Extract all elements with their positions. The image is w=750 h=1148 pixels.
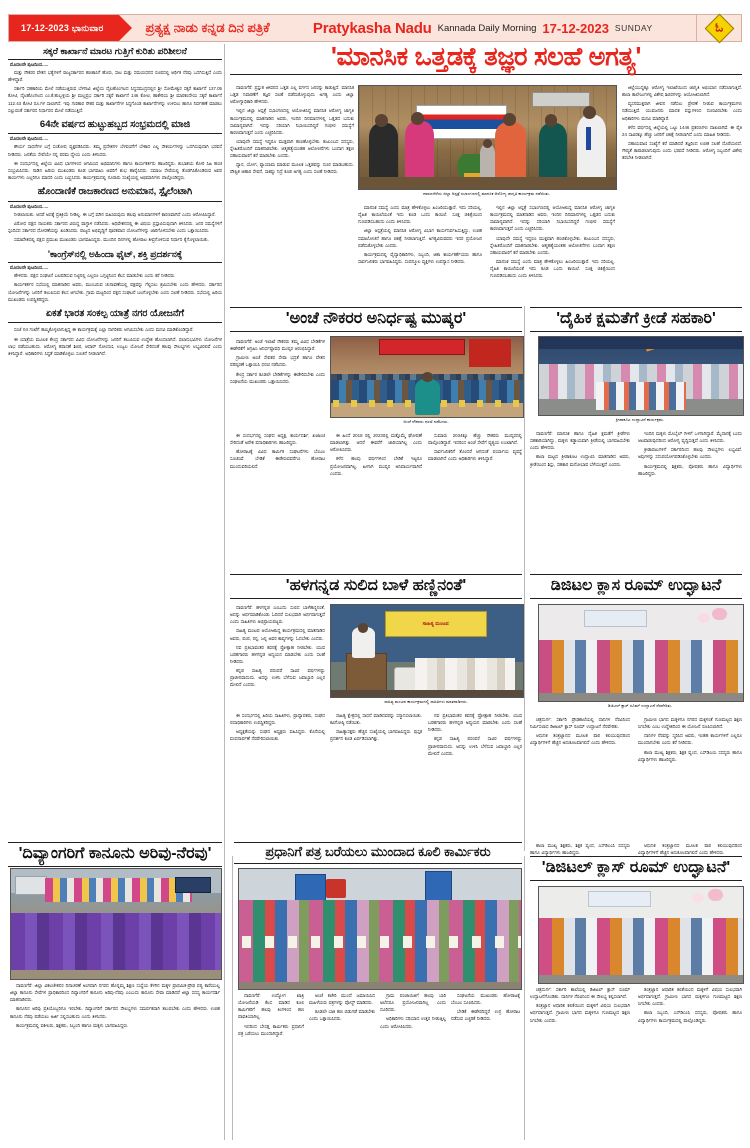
left-story-1-contd: ಮೊದಲನೇ ಪುಟದಿಂದ..... <box>10 62 49 68</box>
paragraph: ಶಾಲಾ ಮುಖ್ಯ ಶಿಕ್ಷಕರು, ಶಿಕ್ಷಕ ವೃಂದ, ಎಸ್‌ಡಿಎಂಸಿ ಸದಸ್ಯರು ಹಾಗೂ ವಿದ್ಯಾರ್ಥಿಗಳು ಹಾಜರಿದ್ದರು. <box>638 749 742 762</box>
row3-right-photo <box>538 604 744 702</box>
paragraph: ಸಮಾವೇಶದಲ್ಲಿ ಪಕ್ಷದ ಪ್ರಮುಖ ಮುಖಂಡರು ಭಾಗವಹಿಸಿದ್ದರು. ಮುಂದಿನ ದಿನಗಳಲ್ಲಿ ಹೋರಾಟ ತೀವ್ರಗೊಳಿಸುವ ನಿರ್ಧಾರ ಕೈಗೊಳ್ಳಲಾಯಿತು. <box>14 237 209 243</box>
row3-left-col2 <box>330 712 422 745</box>
left-story-3-headline: ಹೊಂದಾಣಿಕೆ ರಾಜಕಾರಣದ ಅನುಮಾನ, ಸ್ಪೈಲೆಂಟಾಗಿ <box>8 185 222 202</box>
page-content <box>8 44 742 1140</box>
left-story-2-headline: 64ನೇ ವರ್ಷದ ಹುಟ್ಟುಹಬ್ಬದ ಸಂಭ್ರಮದಲ್ಲಿ ಮಾಜಿ <box>8 118 222 135</box>
photo-ground <box>11 970 221 979</box>
photo-person-head <box>503 113 516 126</box>
paragraph: ಗ್ರಾಮೀಣ ಭಾಗದ ಮಕ್ಕಳಿಗೂ ನಗರದ ಮಕ್ಕಳಂತೆ ಗುಣಮಟ್ಟದ ಶಿಕ್ಷಣ ಸಿಗಬೇಕು ಎಂಬ ಉದ್ದೇಶದಿಂದ ಈ ಯೋಜನೆ ರೂಪಿಸಲಾಗಿದೆ. <box>638 717 742 730</box>
left-story-1-body <box>8 69 222 114</box>
paragraph: ಚಿತ್ರದುರ್ಗ: ಸರ್ಕಾರಿ ಶಾಲೆಯಲ್ಲಿ ಡಿಜಿಟಲ್ ಕ್ಲಾಸ್ ರೂಮ್ ಉದ್ಘಾಟನೆಗೊಂಡಿತು. ದಾನಿಗಳ ನೆರವಿನಿಂದ ಈ ಸೌಲಭ್ಯ ಕಲ್ಪಿಸಲಾಗಿದೆ. <box>530 987 630 1000</box>
paragraph: ಜಿಲ್ಲೆಯುದ್ದಕ್ಕೂ ಆರೋಗ್ಯ ಇಲಾಖೆಯಿಂದ ಜಾಗೃತಿ ಅಭಿಯಾನ ನಡೆಸಲಾಗುತ್ತಿದೆ. ಶಾಲಾ ಕಾಲೇಜುಗಳಲ್ಲಿ ವಿಶೇಷ ಶಿಬಿರಗಳನ್ನು ಆಯೋಜಿಸಲಾಗಿದೆ. <box>622 85 742 98</box>
left-story-3-body <box>8 211 222 244</box>
main-photo-caption: ದಾವಣಗೆರೆಯ ಜಿಲ್ಲಾ ಆಸ್ಪತ್ರೆ ಸಭಾಂಗಣದಲ್ಲಿ ಮಾನಸಿಕ ಆರೋಗ್ಯ ಜಾಗೃತಿ ಕಾರ್ಯಕ್ರಮ ನಡೆಯಿತು. <box>423 191 550 196</box>
column-rule-4 <box>232 856 233 1140</box>
protest-flag <box>469 339 511 366</box>
row3-right-col1 <box>530 716 630 749</box>
row4-left-body <box>10 982 220 1031</box>
row4-center-col4 <box>451 992 520 1025</box>
row4-right-headline: 'ಡಿಜಿಟಲ್ ಕ್ಲಾಸ್ ರೂಮ್ ಉದ್ಘಾಟನೆ' <box>530 856 742 881</box>
masthead-tagline: Kannada Daily Morning <box>437 22 537 34</box>
paragraph: ಇಲ್ಲಿನ ಜಿಲ್ಲಾ ಆಸ್ಪತ್ರೆ ಸಭಾಂಗಣದಲ್ಲಿ ಆಯೋಜಿಸಿದ್ದ ಮಾನಸಿಕ ಆರೋಗ್ಯ ಜಾಗೃತಿ ಕಾರ್ಯಕ್ರಮದಲ್ಲಿ ಮಾತನಾಡಿದ ಅವರು, ಇಂದಿನ ದಿನಮಾನಗಳಲ್ಲಿ ಒತ್ತಡದ ಬದುಕು ಸಾಮಾನ್ಯವಾಗಿದೆ. ಇದನ್ನು ಸರಿಯಾಗಿ ನಿಭಾಯಿಸದಿದ್ದರೆ ಗಂಭೀರ ಸಮಸ್ಯೆಗೆ ಕಾರಣವಾಗುತ್ತದೆ ಎಂದು ಎಚ್ಚರಿಸಿದರು. <box>230 108 354 135</box>
paragraph: ಅಂಚೆ ಕಚೇರಿ ಮುಂದೆ ಜಮಾಯಿಸಿದ ಮಹಿಳೆಯರು ಪತ್ರಗಳನ್ನು ಪೋಸ್ಟ್ ಮಾಡಿದರು. <box>309 993 375 1006</box>
left-story-4-headline: 'ಕಾಂಗ್ರೆಸ್‌ನಲ್ಲಿ ಅಹಿಂದಾ ಫೈಟ್, ಶಕ್ತಿ ಪ್ರದರ್ಶನಕ್ಕೆ <box>8 247 222 263</box>
photo-person-head <box>411 112 424 125</box>
paragraph: ಆಧುನಿಕ ತಂತ್ರಜ್ಞಾನದ ಮೂಲಕ ಪಾಠ ಕಲಿಯುವುದರಿಂದ ವಿದ್ಯಾರ್ಥಿಗಳಿಗೆ ಹೆಚ್ಚಿನ ಅನುಕೂಲವಾಗಲಿದೆ ಎಂದು ಹೇಳಿದರು. <box>638 843 742 856</box>
left-story-2-contd: ಮೊದಲನೇ ಪುಟದಿಂದ..... <box>10 136 49 142</box>
paragraph: ದಾವಣಗೆರೆ: ಪ್ರಸ್ತುತ ಜೀವನದ ಒತ್ತಡ ಎಲ್ಲ ವರ್ಗದ ಜನರನ್ನು ಕಾಡುತ್ತಿದೆ. ಮಾನಸಿಕ ಒತ್ತಡ ನಿವಾರಣೆಗೆ ತಜ್ಞರ ಸಲಹೆ ಪಡೆದುಕೊಳ್ಳುವುದು ಅಗತ್ಯ ಎಂದು ಜಿಲ್ಲಾ ಆರೋಗ್ಯಾಧಿಕಾರಿ ಹೇಳಿದರು. <box>230 85 354 105</box>
left-column <box>8 44 222 359</box>
paragraph: ಸಂಜೆ 04 ಗಂಟೆಗೆ ಹಮ್ಮಿಕೊಳ್ಳಲಾಗುತ್ತಿದ್ದ ಈ ಕಾರ್ಯಕ್ರಮಕ್ಕೆ ಎಲ್ಲಾ ನಾಗರಿಕರು ಆಗಮಿಸಬೇಕು ಎಂದು ಮನವಿ ಮಾಡಿಕೊಂಡಿದ್ದಾರೆ. <box>14 327 194 333</box>
masthead-logo <box>696 15 741 41</box>
paragraph: ನೀಡಲಾಯಿತು. ಆದರೆ ಅದಕ್ಕೆ ಪ್ರತಿಕ್ರಿಯೆ ನೀಡಿಲ್ಲ. ಈ ಬಗ್ಗೆ ಮೌನ ವಹಿಸಿರುವುದು ಹಲವು ಅನುಮಾನಗಳಿಗೆ ಕಾರಣವಾಗಿದೆ ಎಂದು ಆರೋಪಿಸಿದ್ದಾರೆ. <box>14 211 216 217</box>
center-top-col-2 <box>358 204 482 267</box>
attendees-row <box>539 640 743 696</box>
row3-left-col3 <box>428 712 522 759</box>
row4-right-col2 <box>638 986 742 1026</box>
paragraph: ಶಾಲಾ ಮಟ್ಟದ ಕ್ರೀಡಾಕೂಟ ಉದ್ಘಾಟಿಸಿ ಮಾತನಾಡಿದ ಅವರು, ಕ್ರೀಡೆಯಿಂದ ಶಿಸ್ತು, ಸಹಕಾರ ಮನೋಭಾವ ಬೆಳೆಯುತ್ತದೆ ಎಂದರು. <box>530 454 630 467</box>
paragraph: ಇಂದಿನ ಮಕ್ಕಳು ಮೊಬೈಲ್ ಗೀಳಿಗೆ ಒಳಗಾಗಿದ್ದಾರೆ. ಮೈದಾನಕ್ಕೆ ಬಂದು ಆಟವಾಡುವುದರಿಂದ ಆರೋಗ್ಯ ವೃದ್ಧಿಸುತ್ತದೆ ಎಂದು ತಿಳಿಸಿದರು. <box>638 431 742 444</box>
projector-screen <box>588 891 651 907</box>
paragraph: ಕನ್ನಡ ಸಾಹಿತ್ಯ ಪರಂಪರೆ ಸಾವಿರ ವರ್ಷಗಳಷ್ಟು ಪ್ರಾಚೀನವಾದುದು. ಅದನ್ನು ಉಳಿಸಿ ಬೆಳೆಸುವ ಜವಾಬ್ದಾರಿ ಎಲ್ಲರ ಮೇಲಿದೆ ಎಂದರು. <box>428 736 522 756</box>
paragraph: ಕಳೆದ ಹಲವು ವರ್ಷಗಳಿಂದ ಬೇಡಿಕೆ ಇಟ್ಟರೂ ಪ್ರಯೋಜನವಾಗಿಲ್ಲ. ಹೀಗಾಗಿ ಮುಷ್ಕರ ಅನಿವಾರ್ಯವಾಗಿದೆ ಎಂದರು. <box>330 456 422 476</box>
row2-left-photo <box>330 336 524 418</box>
paragraph: ಬೇಡಿಕೆ ಈಡೇರದಿದ್ದರೆ ಉಗ್ರ ಹೋರಾಟ ನಡೆಸುವ ಎಚ್ಚರಿಕೆ ನೀಡಿದರು. <box>451 1009 520 1022</box>
photo-ac-unit <box>532 92 591 106</box>
masthead-date: 17-12-2023 <box>542 20 609 36</box>
paragraph: ವಿರೋಧ ಪಕ್ಷದ ನಾಯಕರು ಸರ್ಕಾರದ ವಿರುದ್ಧ ವಾಗ್ದಾಳಿ ನಡೆಸಿದರು. ಅಧಿವೇಶನದಲ್ಲಿ ಈ ವಿಷಯ ಪ್ರಸ್ತಾಪಿಸುವುದಾಗಿ ತಿಳಿಸಿದರು. ಜನರ ಸಮಸ್ಯೆಗಳಿಗೆ ಸ್ಪಂದಿಸದ ಸರ್ಕಾರದ ಧೋರಣೆಯನ್ನು ಖಂಡಿಸಿದರು. ರಾಜ್ಯದ ಅಭಿವೃದ್ಧಿಗೆ ಪೂರಕವಾದ ಯೋಜನೆಗಳನ್ನು ಜಾರಿಗೊಳಿಸಬೇಕು ಎಂದು ಒತ್ತಾಯಿಸಿದರು. <box>8 220 222 233</box>
row4-center-photo <box>238 868 522 990</box>
photo-person-head <box>483 139 493 148</box>
row3-right-headline: ಡಿಜಿಟಲ ಕ್ಲಾಸ ರೂಮ್ ಉದ್ಘಾಟನೆ <box>530 574 742 599</box>
paragraph: ಕಾರ್ಯಕ್ರಮದಲ್ಲಿ ಶಿಕ್ಷಕರು, ಪೋಷಕರು ಹಾಗೂ ವಿದ್ಯಾರ್ಥಿಗಳು ಹಾಜರಿದ್ದರು. <box>638 463 742 476</box>
masthead <box>8 14 742 42</box>
paragraph: ನವ ಪ್ರತಿಭಾವಂತರ ಕವನಕ್ಕೆ ಪ್ರೋತ್ಸಾಹ ನೀಡಬೇಕು. ಯುವ ಬರಹಗಾರರು ಹಳಗನ್ನಡ ಅಧ್ಯಯನ ಮಾಡಬೇಕು ಎಂದು ಸಲಹೆ ನೀಡಿದರು. <box>428 713 522 733</box>
paragraph: ಈ ಹಿಂದೆ 2018 ರಲ್ಲಿ 2023ರಲ್ಲಿ ಮತ್ತೊಮ್ಮೆ ಘೋಷಣೆ ಮಾಡಲಾಗಿತ್ತು. ಆದರೆ ಈವರೆಗೆ ಜಾರಿಯಾಗಿಲ್ಲ ಎಂದು ಆರೋಪಿಸಿದರು. <box>330 433 422 453</box>
photo-person-head <box>422 372 433 382</box>
paragraph: ದಾವಣಗೆರೆ: ಜಿಲ್ಲಾ ವಿಕಲಚೇತನರ ದಿನಾಚರಣೆ ಅಂಗವಾಗಿ ನಗರದ ಹೊನ್ನಮ್ಮ ಶಿಕ್ಷಣ ಸಂಸ್ಥೆಯ ಕೆಳಗಿನ ಮಕ್ಕಳ ಪ್ರಾಥಮಿಕ-ಪ್ರೌಢ ಪಠ್ಯ ಕಾರೆಯುಲ್ಲ ಜಿಲ್ಲಾ ಕಾನೂನು ಸೇವೆಗಳ ಪ್ರಾಧಿಕಾರದಿಂದ ದಿವ್ಯಾಂಗರಿಗೆ ಕಾನೂನು ಅರಿವು-ನೆರವು ಎಂಬುದು ಕಾನೂನು ಸೇವಾ ಮಾಡಿದರೆ ಜಿಲ್ಲಾ ಸದಸ್ಯ ಕಾರ್ಯದರ್ಶಿ ಮಾತನಾಡಿದರು. <box>10 983 220 1003</box>
column-rule-2 <box>524 306 525 851</box>
row2-left-col3 <box>428 432 522 465</box>
row2-right-photo <box>538 336 744 416</box>
projector-screen <box>584 610 647 627</box>
row4-right-col1 <box>530 986 630 1026</box>
paragraph: ಸಂಘಟನೆಯ ಮುಖಂಡರು ಹೋರಾಟಕ್ಕೆ ಬೆಂಬಲ ಸೂಚಿಸಿದರು. <box>451 993 520 1006</box>
main-photo <box>358 85 617 190</box>
main-headline: 'ಮಾನಸಿಕ ಒತ್ತಡಕ್ಕೆ ತಜ್ಞರ ಸಲಹೆ ಅಗತ್ಯ' <box>230 44 742 75</box>
paragraph: ತಂತ್ರಜ್ಞಾನ ಆಧಾರಿತ ಕಲಿಕೆಯಿಂದ ಮಕ್ಕಳಿಗೆ ವಿಷಯ ಸುಲಭವಾಗಿ ಅರ್ಥವಾಗುತ್ತದೆ. ಗ್ರಾಮೀಣ ಭಾಗದ ಮಕ್ಕಳಿಗೂ ಗುಣಮಟ್ಟದ ಶಿಕ್ಷಣ ಸಿಗಬೇಕು ಎಂದರು. <box>530 1003 630 1023</box>
seated-children-purple <box>11 913 221 975</box>
row4-center-headline: ಪ್ರಧಾನಿಗೆ ಪತ್ರ ಬರೆಯಲು ಮುಂದಾದ ಕೂಲಿ ಕಾರ್ಮಿಕರು <box>234 842 522 864</box>
row2-left-photo-caption: ಅಂಚೆ ನೌಕರರು ಧರಣಿ ನಡೆಸಿದರು. <box>403 419 449 424</box>
row4-right-pretext-2 <box>638 842 742 858</box>
left-story-4-body <box>8 272 222 303</box>
parked-vehicle <box>15 876 46 896</box>
row2-left-headline: 'ಅಂಚೆ ನೌಕರರ ಅನಿರ್ಧಷ್ಟ ಮುಷ್ಕರ' <box>230 307 522 332</box>
paragraph: ದಾವಣಗೆರೆ: ಮಾನಸಿಕ ಹಾಗೂ ದೈಹಿಕ ಕ್ಷಮತೆಗೆ ಕ್ರೀಡೆಗಳು ಸಹಕಾರಿಯಾಗಿದ್ದು, ಮಕ್ಕಳು ಕಡ್ಡಾಯವಾಗಿ ಕ್ರೀಡೆಯಲ್ಲಿ ಭಾಗವಹಿಸಬೇಕು ಎಂದು ಹೇಳಿದರು. <box>530 431 630 451</box>
row2-right-photo-caption: ಕ್ರೀಡಾಕೂಟ ಉದ್ಘಾಟನೆ ಕಾರ್ಯಕ್ರಮ. <box>615 417 665 422</box>
paragraph: ಚಿತ್ರದುರ್ಗ: ಸರ್ಕಾರಿ ಪ್ರೌಢಶಾಲೆಯಲ್ಲಿ ದಾನಿಗಳ ನೆರವಿನಿಂದ ನಿರ್ಮಿಸಲಾದ ಡಿಜಿಟಲ್ ಕ್ಲಾಸ್ ರೂಮ್ ಉದ್ಘಾಟನೆ ನೆರವೇರಿತು. <box>530 717 630 730</box>
paragraph: ಮಾನಸಿಕ ಸಮಸ್ಯೆ ಎಂದು ಮಾತ್ರ ಹೇಳಿಕೊಳ್ಳಲು ಹಿಂಜರಿಯುತ್ತಾರೆ. ಇದು ಸರಿಯಲ್ಲ. ದೈಹಿಕ ಕಾಯಿಲೆಯಂತೆ ಇದು ಕೂಡ ಒಂದು ಕಾಯಿಲೆ. ಸೂಕ್ತ ಚಿಕಿತ್ಸೆಯಿಂದ ಗುಣಪಡಿಸಬಹುದು ಎಂದು ತಿಳಿಸಿದರು. <box>490 258 615 279</box>
center-top-col-1 <box>230 84 354 178</box>
paragraph: ಯಾವುದೇ ಸಮಸ್ಯೆ ಇದ್ದರೂ ಮುಕ್ತವಾಗಿ ಹಂಚಿಕೊಳ್ಳಬೇಕು. ಕುಟುಂಬದ ಸದಸ್ಯರು, ಸ್ನೇಹಿತರೊಂದಿಗೆ ಮಾತನಾಡಬೇಕು. ಆತ್ಮಹತ್ಯೆಯಂತಹ ಆಲೋಚನೆಗಳು ಬಂದಾಗ ತಕ್ಷಣ ಸಹಾಯವಾಣಿಗೆ ಕರೆ ಮಾಡಬೇಕು ಎಂದರು. <box>230 138 354 159</box>
photo-floor <box>539 693 743 701</box>
photo-person <box>415 379 440 416</box>
paragraph: ದಾನಿಗಳ ನೆರವನ್ನು ಸ್ಮರಿಸಿದ ಅವರು, ಇಂತಹ ಕಾರ್ಯಗಳಿಗೆ ಎಲ್ಲರೂ ಮುಂದಾಗಬೇಕು ಎಂದು ಕರೆ ನೀಡಿದರು. <box>638 733 742 746</box>
paragraph: ಶೌರ್ಯ ಸಾಧನೆಗಳ ಬಗ್ಗೆ ಸಂತೋಷ ವ್ಯಕ್ತಪಡಿಸಿದರು. ತಮ್ಮ ಪ್ರದೇಶಗಳ ಬೆಳವಣಿಗೆಗೆ ಬೇಕಾದ ಎಲ್ಲ ಸೌಕರ್ಯಗಳನ್ನು ಒದಗಿಸುವುದಾಗಿ ಭರವಸೆ ನೀಡಿದರು. ಜನತೆಯ ಸೇವೆಯೇ ನನ್ನ ಪರಮ ಧ್ಯೇಯ ಎಂದು ತಿಳಿಸಿದರು. <box>8 144 222 157</box>
om-glyph: ಓ <box>714 20 724 35</box>
row3-left-photo <box>330 604 524 698</box>
paragraph: ಈ ಯಾತ್ರೆಯ ಮೂಲಕ ಕೇಂದ್ರ ಸರ್ಕಾರದ ವಿವಿಧ ಯೋಜನೆಗಳನ್ನು ಜನರಿಗೆ ತಲುಪಿಸುವ ಉದ್ದೇಶ ಹೊಂದಲಾಗಿದೆ. ಫಲಾನುಭವಿಗಳು ಯೋಜನೆಗಳ ಲಾಭ ಪಡೆಯಬಹುದು. ಆರೋಗ್ಯ ತಪಾಸಣೆ ಶಿಬಿರ, ಆಧಾರ್ ನೋಂದಣಿ, ಉಜ್ವಲ ಯೋಜನೆ ಸೇರಿದಂತೆ ಹಲವು ಸೌಲಭ್ಯಗಳು ಲಭ್ಯವಿರಲಿವೆ ಎಂದು ತಿಳಿಸಿದ್ದಾರೆ. ಅಧಿಕಾರಿಗಳು ಸಿದ್ಧತೆ ಮಾಡಿಕೊಳ್ಳಲು ಸೂಚನೆ ನೀಡಲಾಗಿದೆ. <box>8 336 222 356</box>
paragraph: ಮಾನಸಿಕ ಸಮಸ್ಯೆ ಎಂದು ಮಾತ್ರ ಹೇಳಿಕೊಳ್ಳಲು ಹಿಂಜರಿಯುತ್ತಾರೆ. ಇದು ಸರಿಯಲ್ಲ. ದೈಹಿಕ ಕಾಯಿಲೆಯಂತೆ ಇದು ಕೂಡ ಒಂದು ಕಾಯಿಲೆ. ಸೂಕ್ತ ಚಿಕಿತ್ಸೆಯಿಂದ ಗುಣಪಡಿಸಬಹುದು ಎಂದು ತಿಳಿಸಿದರು. <box>358 205 482 225</box>
left-story-5-body <box>8 326 222 357</box>
left-story-4-contd: ಮೊದಲನೇ ಪುಟದಿಂದ..... <box>10 265 49 271</box>
paragraph: ಕೂಡಲೇ ಬಾಕಿ ಹಣ ಬಿಡುಗಡೆ ಮಾಡಬೇಕು ಎಂದು ಒತ್ತಾಯಿಸಿದರು. <box>309 1009 375 1022</box>
photo-person-head <box>583 106 596 119</box>
balloon-icon <box>712 608 726 620</box>
left-story-3-contd: ಮೊದಲನೇ ಪುಟದಿಂದ..... <box>10 203 49 209</box>
paragraph: ಜಿಲ್ಲಾ ಆಸ್ಪತ್ರೆಯಲ್ಲಿ ಮಾನಸಿಕ ಆರೋಗ್ಯ ವಿಭಾಗ ಕಾರ್ಯನಿರ್ವಹಿಸುತ್ತಿದ್ದು, ಉಚಿತ ಸಮಾಲೋಚನೆ ಹಾಗೂ ಚಿಕಿತ್ಸೆ ನೀಡಲಾಗುತ್ತಿದೆ. ಅಗತ್ಯವಿರುವವರು ಇದರ ಪ್ರಯೋಜನ ಪಡೆದುಕೊಳ್ಳಬೇಕು ಎಂದರು. <box>358 228 482 248</box>
photo-speaker-head <box>358 623 369 633</box>
row4-left-photo <box>10 868 222 980</box>
row3-left-headline: 'ಹಳಗನ್ನಡ ಸುಲಿದ ಬಾಳೆ ಹಣ್ಣಿನಂತೆ' <box>230 574 522 599</box>
om-logo-icon <box>704 13 734 43</box>
paragraph: ಗ್ರಾಮೀಣ ಅಂಚೆ ಸೇವಕರ ಸೇವಾ ಭದ್ರತೆ ಹಾಗೂ ವೇತನ ಪರಿಷ್ಕರಣೆ ಒತ್ತಾಯಿಸಿ ಧರಣಿ ನಡೆಸಿದರು. <box>230 355 325 368</box>
row2-right-col1 <box>530 430 630 470</box>
row4-right-photo <box>538 886 744 984</box>
masthead-day: SUNDAY <box>614 23 653 33</box>
paragraph: ದಾವಣಗೆರೆ: ಹಳಗನ್ನಡ ಎಂಬುದು ಸುಲಿದ ಬಾಳೆಹಣ್ಣಿನಂತೆ. ಅದನ್ನು ಅರ್ಥಮಾಡಿಕೊಂಡು ಓದಿದರೆ ಸುಲಭವಾಗಿ ಅರ್ಥವಾಗುತ್ತದೆ ಎಂದು ಸಾಹಿತಿಗಳು ಅಭಿಪ್ರಾಯಪಟ್ಟರು. <box>230 605 325 625</box>
paragraph: ಕಾರ್ಯಕರ್ತರ ಸಭೆಯಲ್ಲಿ ಮಾತನಾಡಿದ ಅವರು, ಮುಂಬರುವ ಚುನಾವಣೆಯಲ್ಲಿ ಪಕ್ಷವನ್ನು ಗೆಲ್ಲಿಸಲು ಶ್ರಮಿಸಬೇಕು ಎಂದು ಹೇಳಿದರು. ಸರ್ಕಾರದ ಯೋಜನೆಗಳನ್ನು ಜನರಿಗೆ ತಲುಪಿಸುವ ಕೆಲಸ ಆಗಬೇಕು. ಗ್ರಾಮ ಮಟ್ಟದಿಂದ ಪಕ್ಷದ ಸಂಘಟನೆ ಬಲಗೊಳ್ಳಬೇಕು ಎಂದು ಸಲಹೆ ನೀಡಿದರು. ಸಭೆಯಲ್ಲಿ ಹಿರಿಯ ಮುಖಂಡರು ಉಪಸ್ಥಿತರಿದ್ದರು. <box>8 282 222 302</box>
post-box-icon <box>326 879 346 898</box>
children-row <box>596 382 686 410</box>
paragraph: ಗ್ರಾಮ ಪಂಚಾಯಿತಿಗೆ ಹಲವು ಬಾರಿ ಅಲೆದರೂ ಪ್ರಯೋಜನವಾಗಿಲ್ಲ ಎಂದು ದೂರಿದರು. <box>380 993 446 1013</box>
paragraph: ಹೇಳಿದರು. ಪಕ್ಷದ ಸಂಘಟನೆ ಬಲಪಡಿಸುವ ನಿಟ್ಟಿನಲ್ಲಿ ಎಲ್ಲರೂ ಒಗ್ಗಟ್ಟಿನಿಂದ ಕೆಲಸ ಮಾಡಬೇಕು ಎಂದು ಕರೆ ನೀಡಿದರು. <box>14 273 176 279</box>
paragraph: ಕೇಂದ್ರ ಸರ್ಕಾರ ಕೂಡಲೇ ಬೇಡಿಕೆಗಳನ್ನು ಈಡೇರಿಸಬೇಕು ಎಂದು ಸಂಘಟನೆಯ ಮುಖಂಡರು ಒತ್ತಾಯಿಸಿದರು. <box>230 371 325 384</box>
left-story-2-body <box>8 143 222 181</box>
paragraph: ಕನ್ನಡ ಸಾಹಿತ್ಯ ಪರಂಪರೆ ಸಾವಿರ ವರ್ಷಗಳಷ್ಟು ಪ್ರಾಚೀನವಾದುದು. ಅದನ್ನು ಉಳಿಸಿ ಬೆಳೆಸುವ ಜವಾಬ್ದಾರಿ ಎಲ್ಲರ ಮೇಲಿದೆ ಎಂದರು. <box>230 668 325 688</box>
row2-right-headline: 'ದೈಹಿಕ ಕ್ಷಮತೆಗೆ ಕ್ರೀಡೆ ಸಹಕಾರಿ' <box>530 307 742 332</box>
event-banner <box>175 877 211 893</box>
paragraph: ಮತ್ತು ನೌಕರರ ವೇತನ ಭತ್ಯೆಗಳಿಗೆ ರಾಜ್ಯಸರ್ಕಾರದ ಹಣಕಾಸಿಗೆ ಹೊರು, ಸಾಲ ಮತ್ತು ಸಮಯಧನದ ರೂಪದಲ್ಲಿ ಆರ್ಥಿಕ ನೆರವು ಒದಗಿಸುತ್ತಿದೆ ಎಂದು ಹೇಳಿದ್ದಾರೆ. <box>8 70 222 83</box>
row4-left-headline: 'ದಿವ್ಯಾಂಗರಿಗೆ ಕಾನೂನು ಅರಿವು-ನೆರವು' <box>8 842 222 867</box>
paragraph: ಇದರಿಂದ ಬೇಸತ್ತ ಕಾರ್ಮಿಕರು ಪ್ರಧಾನಿಗೆ ಪತ್ರ ಬರೆಯಲು ಮುಂದಾಗಿದ್ದಾರೆ. <box>238 1023 304 1036</box>
balloon-icon <box>708 889 722 901</box>
paragraph: ದಾವಣಗೆರೆ: ಉದ್ಯೋಗ ಖಾತ್ರಿ ಯೋಜನೆಯಡಿ ಕೆಲಸ ಮಾಡಿದ ಕೂಲಿ ಕಾರ್ಮಿಕರಿಗೆ ಹಲವು ತಿಂಗಳಿಂದ ಹಣ ಪಾವತಿಯಾಗಿಲ್ಲ. <box>238 993 304 1020</box>
paragraph: ಕಾರ್ಯಕ್ರಮದಲ್ಲಿ ವೈದ್ಯಾಧಿಕಾರಿಗಳು, ಸಿಬ್ಬಂದಿ, ಆಶಾ ಕಾರ್ಯಕರ್ತೆಯರು ಹಾಗೂ ಸಾರ್ವಜನಿಕರು ಭಾಗವಹಿಸಿದ್ದರು. ಸಂಪನ್ಮೂಲ ವ್ಯಕ್ತಿಗಳು ಉಪನ್ಯಾಸ ನೀಡಿದರು. <box>358 251 482 264</box>
paragraph: ಈ ಸಂದರ್ಭದಲ್ಲಿ ಸಂಘದ ಅಧ್ಯಕ್ಷ, ಕಾರ್ಯದರ್ಶಿ, ಖಜಾಂಚಿ ಸೇರಿದಂತೆ ಅನೇಕ ಪದಾಧಿಕಾರಿಗಳು ಹಾಜರಿದ್ದರು. <box>230 433 325 446</box>
paragraph: ಶಾಲಾ ಮುಖ್ಯ ಶಿಕ್ಷಕರು, ಶಿಕ್ಷಕ ವೃಂದ, ಎಸ್‌ಡಿಎಂಸಿ ಸದಸ್ಯರು ಹಾಗೂ ವಿದ್ಯಾರ್ಥಿಗಳು ಹಾಜರಿದ್ದರು. <box>530 843 630 856</box>
row4-center-col3 <box>380 992 446 1032</box>
paragraph: ಧ್ಯಾನ, ಯೋಗ, ವ್ಯಾಯಾಮ ಮಾಡುವ ಮೂಲಕ ಒತ್ತಡವನ್ನು ದೂರ ಮಾಡಬಹುದು. ಪೌಷ್ಟಿಕ ಆಹಾರ ಸೇವನೆ, ಸಾಕಷ್ಟು ನಿದ್ರೆ ಕೂಡ ಅಗತ್ಯ ಎಂದು ಸಲಹೆ ನೀಡಿದರು. <box>230 162 354 175</box>
row3-left-col1b <box>230 712 325 745</box>
paragraph: ಇಲ್ಲಿನ ಜಿಲ್ಲಾ ಆಸ್ಪತ್ರೆ ಸಭಾಂಗಣದಲ್ಲಿ ಆಯೋಜಿಸಿದ್ದ ಮಾನಸಿಕ ಆರೋಗ್ಯ ಜಾಗೃತಿ ಕಾರ್ಯಕ್ರಮದಲ್ಲಿ ಮಾತನಾಡಿದ ಅವರು, ಇಂದಿನ ದಿನಮಾನಗಳಲ್ಲಿ ಒತ್ತಡದ ಬದುಕು ಸಾಮಾನ್ಯವಾಗಿದೆ. ಇದನ್ನು ಸರಿಯಾಗಿ ನಿಭಾಯಿಸದಿದ್ದರೆ ಗಂಭೀರ ಸಮಸ್ಯೆಗೆ ಕಾರಣವಾಗುತ್ತದೆ ಎಂದು ಎಚ್ಚರಿಸಿದರು. <box>490 205 615 232</box>
masthead-kannada-title: ಪ್ರತ್ಯಕ್ಷ ನಾಡು ಕನ್ನಡ ದಿನ ಪತ್ರಿಕೆ <box>145 20 270 35</box>
row2-left-col1b <box>230 432 325 472</box>
masthead-date-tag: 17-12-2023 ಭಾನುವಾರ <box>9 15 119 41</box>
row2-right-col2 <box>638 430 742 479</box>
paragraph: ಸರ್ಕಾರಿ ಸಹಕಾರಿಯ ಮೇಲೆ ನಡೆಯುತ್ತಿರುವ ಬೆಳಗಾವಿ ಜಿಲ್ಲೆಯ ದೈಲಹೊಂಗಲದ ಸಿದ್ಧಸಮುದ್ರದಲ್ಲಿನ ಶ್ರೀ ಸೋಮೇಶ್ವರ ಸಕ್ಕರೆ ಕಾರ್ಖಾನೆ 137.05 ಕೋಟಿ, ದೈಲಹೊಂಗಲದ ಎಂ.ಕೆ.ಹುಬ್ಬಳ್ಳಿಯ ಶ್ರೀ ಮಲ್ಲಪ್ರಭ ಸರ್ಕಾರಿ ಸಕ್ಕರೆ ಕಾರ್ಖಾನೆ 146 ಕೋಟಿ, ಹಾಕೇರಿಯ ಶ್ರೀ ಮಾರಕಂದೇಯ ಸಕ್ಕರೆ ಕಾರ್ಖಾನೆ 112.43 ಕೋಟಿ ರೂ.ಗಳ ಸಾಲಾಗಿದೆ. ಇವು ಗಣಿಹಾರ ನೌಕರ ಮತ್ತು ಕಾರ್ಖಾನೆಗಳ ಸಿದ್ಧಗೊಂಡ ಕಾರ್ಖಾನೆಗಳನ್ನು ಉಳಿಸಲು ಹಾಗೂ ನಿರ್ವಹಣೆ ಮಾಡಲು ಸಲ್ಲುವಂತೆ ಸರ್ಕಾರದ ನಿರ್ಧಾರದ ಮೇಲೆ ನಡೆಯುತ್ತಿದೆ. <box>8 86 222 113</box>
row3-right-photo-caption: ಡಿಜಿಟಲ್ ಕ್ಲಾಸ್ ರೂಮ್ ಉದ್ಘಾಟನೆ ನೆರವೇರಿತು. <box>607 703 673 708</box>
paragraph: ಸಾಹಿತ್ಯ ಮಂಟಪ ಆಯೋಜಿಸಿದ್ದ ಕಾರ್ಯಕ್ರಮದಲ್ಲಿ ಮಾತನಾಡಿದ ಅವರು, ಪಂಪ, ರನ್ನ, ಜನ್ನ ಅವರ ಕಾವ್ಯಗಳನ್ನು ಓದಬೇಕು ಎಂದರು. <box>230 628 325 641</box>
photo-floor <box>359 177 616 189</box>
photo-floor <box>539 975 743 983</box>
paragraph: ದಾವಣಗೆರೆ: ಅಂಚೆ ಇಲಾಖೆ ನೌಕರರು ತಮ್ಮ ವಿವಿಧ ಬೇಡಿಕೆಗಳ ಈಡೇರಿಕೆಗೆ ಆಗ್ರಹಿಸಿ ಅನಿರ್ಧಷ್ಟಾವಧಿ ಮುಷ್ಕರ ಆರಂಭಿಸಿದ್ದಾರೆ. <box>230 339 325 352</box>
paragraph: ಕಾನೂನಿನ ಅರಿವು ಪ್ರತಿಯೊಬ್ಬರಿಗೂ ಇರಬೇಕು. ದಿವ್ಯಾಂಗರಿಗೆ ಸರ್ಕಾರದ ಸೌಲಭ್ಯಗಳು ಸಮರ್ಪಕವಾಗಿ ತಲುಪಬೇಕು ಎಂದು ಹೇಳಿದರು. ಉಚಿತ ಕಾನೂನು ನೆರವು ಪಡೆಯಲು ಅರ್ಜಿ ಸಲ್ಲಿಸಬಹುದು ಎಂದು ತಿಳಿಸಿದರು. <box>10 1006 220 1019</box>
paragraph: ಯಾವುದೇ ಸಮಸ್ಯೆ ಇದ್ದರೂ ಮುಕ್ತವಾಗಿ ಹಂಚಿಕೊಳ್ಳಬೇಕು. ಕುಟುಂಬದ ಸದಸ್ಯರು, ಸ್ನೇಹಿತರೊಂದಿಗೆ ಮಾತನಾಡಬೇಕು. ಆತ್ಮಹತ್ಯೆಯಂತಹ ಆಲೋಚನೆಗಳು ಬಂದಾಗ ತಕ್ಷಣ ಸಹಾಯವಾಣಿಗೆ ಕರೆ ಮಾಡಬೇಕು ಎಂದರು. <box>490 235 615 255</box>
photo-lanyard <box>586 127 590 150</box>
paragraph: ಅಧ್ಯಕ್ಷತೆಯನ್ನು ಸಂಘದ ಅಧ್ಯಕ್ಷರು ವಹಿಸಿದ್ದರು. ಕೊನೆಯಲ್ಲಿ ವಂದನಾರ್ಪಣೆ ನೆರವೇರಿಸಲಾಯಿತು. <box>230 729 325 742</box>
attendees-row <box>539 918 743 978</box>
column-rule-1 <box>224 44 225 1140</box>
letters-in-hands <box>239 936 521 948</box>
photo-floor <box>331 690 523 697</box>
paragraph: ಶಾಲಾ ಸಿಬ್ಬಂದಿ, ಎಸ್‌ಡಿಎಂಸಿ ಸದಸ್ಯರು, ಪೋಷಕರು ಹಾಗೂ ವಿದ್ಯಾರ್ಥಿಗಳು ಕಾರ್ಯಕ್ರಮದಲ್ಲಿ ಪಾಲ್ಗೊಂಡಿದ್ದರು. <box>638 1010 742 1023</box>
row4-center-col1 <box>238 992 304 1039</box>
photo-backdrop <box>539 337 743 349</box>
paragraph: ಈ ಸಂದರ್ಭದಲ್ಲಿ ಹಿರಿಯ ಸಾಹಿತಿಗಳು, ಪ್ರಾಧ್ಯಾಪಕರು, ಸಂಘದ ಪದಾಧಿಕಾರಿಗಳು ಉಪಸ್ಥಿತರಿದ್ದರು. <box>230 713 325 726</box>
paragraph: ವ್ಯಸನಮುಕ್ತರಾಗಿ ಜೀವನ ನಡೆಸಲು ಪ್ರೇರಣೆ ನೀಡುವ ಕಾರ್ಯಕ್ರಮಗಳು ನಡೆಯುತ್ತಿವೆ. ಯುವಜನರು ಮಾದಕ ವಸ್ತುಗಳಿಂದ ದೂರವಿರಬೇಕು ಎಂದು ಅಧಿಕಾರಿಗಳು ಮನವಿ ಮಾಡಿದ್ದಾರೆ. <box>622 101 742 121</box>
paragraph: ಅಧಿಕಾರಿಗಳು ಸರಿಯಾದ ಉತ್ತರ ನೀಡುತ್ತಿಲ್ಲ ಎಂದು ಆರೋಪಿಸಿದರು. <box>380 1016 446 1029</box>
paragraph: ತಂತ್ರಜ್ಞಾನ ಆಧಾರಿತ ಕಲಿಕೆಯಿಂದ ಮಕ್ಕಳಿಗೆ ವಿಷಯ ಸುಲಭವಾಗಿ ಅರ್ಥವಾಗುತ್ತದೆ. ಗ್ರಾಮೀಣ ಭಾಗದ ಮಕ್ಕಳಿಗೂ ಗುಣಮಟ್ಟದ ಶಿಕ್ಷಣ ಸಿಗಬೇಕು ಎಂದರು. <box>638 987 742 1007</box>
masthead-center <box>270 15 696 41</box>
row4-right-pretext-1 <box>530 842 630 858</box>
protest-banner <box>379 339 465 355</box>
left-story-5-headline: ಏಕತೆ ಭಾರತ ಸಂಕಲ್ಪ ಯಾತ್ರೆ ನಗರ ಯೋಜನೆಗೆ <box>8 307 222 324</box>
column-rule-3 <box>524 856 525 1140</box>
row2-left-col2 <box>330 432 422 479</box>
paragraph: ಸಾಹಿತ್ಯ ಕ್ಷೇತ್ರದಲ್ಲಿ ಸಾಧನೆ ಮಾಡಿದವರನ್ನು ಸನ್ಮಾನಿಸಲಾಯಿತು. ಕವಿಗೋಷ್ಠಿ ನಡೆಯಿತು. <box>330 713 422 726</box>
dais-guests <box>415 658 515 691</box>
paragraph: ಆಧುನಿಕ ತಂತ್ರಜ್ಞಾನದ ಮೂಲಕ ಪಾಠ ಕಲಿಯುವುದರಿಂದ ವಿದ್ಯಾರ್ಥಿಗಳಿಗೆ ಹೆಚ್ಚಿನ ಅನುಕೂಲವಾಗಲಿದೆ ಎಂದು ಹೇಳಿದರು. <box>530 733 630 746</box>
photo-ground <box>239 982 521 989</box>
row4-center-col2 <box>309 992 375 1025</box>
paragraph: ಕ್ರೀಡಾಪಟುಗಳಿಗೆ ಸರ್ಕಾರದಿಂದ ಹಲವು ಸೌಲಭ್ಯಗಳು ಲಭ್ಯವಿವೆ. ಅವುಗಳನ್ನು ಸದುಪಯೋಗಪಡಿಸಿಕೊಳ್ಳಬೇಕು ಎಂದರು. <box>638 447 742 460</box>
left-story-1-headline: ಸಕ್ಕರೆ ಕಾರ್ಖಾನೆ ಮಾರಟ ಗುತ್ತಿಗೆ ಕುರಿತು ಪರಿಶೀಲನೆ <box>8 44 222 60</box>
paragraph: ಸುಮಾರು 2034ಕ್ಕೂ ಹೆಚ್ಚು ನೌಕರರು ಮುಷ್ಕರದಲ್ಲಿ ಪಾಲ್ಗೊಂಡಿದ್ದಾರೆ. ಇದರಿಂದ ಅಂಚೆ ಸೇವೆಗೆ ವ್ಯತ್ಯಯ ಉಂಟಾಗಿದೆ. <box>428 433 522 446</box>
row3-left-photo-caption: ಸಾಹಿತ್ಯ ಮಂಟಪ ಕಾರ್ಯಕ್ರಮದಲ್ಲಿ ಸಾಹಿತಿಗಳು ಮಾತನಾಡಿದರು. <box>384 699 468 704</box>
paragraph: ಕಳೆದ ವರ್ಷದಲ್ಲಿ ಜಿಲ್ಲೆಯಲ್ಲಿ ಒಟ್ಟು 1446 ಪ್ರಕರಣಗಳು ದಾಖಲಾಗಿವೆ. ಈ ಪೈಕಿ 24 ಸಾವಿರಕ್ಕೂ ಹೆಚ್ಚು ಜನರಿಗೆ ಚಿಕಿತ್ಸೆ ನೀಡಲಾಗಿದೆ ಎಂದು ಮಾಹಿತಿ ನೀಡಿದರು. <box>622 124 742 137</box>
right-top-column <box>622 84 742 163</box>
row3-left-col1 <box>230 604 325 690</box>
paragraph: ಸಾರ್ವಜನಿಕರಿಗೆ ತೊಂದರೆ ಆಗದಂತೆ ಪರ್ಯಾಯ ವ್ಯವಸ್ಥೆ ಮಾಡಲಾಗಿದೆ ಎಂದು ಅಧಿಕಾರಿಗಳು ತಿಳಿಸಿದ್ದಾರೆ. <box>428 449 522 462</box>
paragraph: ನವ ಪ್ರತಿಭಾವಂತರ ಕವನಕ್ಕೆ ಪ್ರೋತ್ಸಾಹ ನೀಡಬೇಕು. ಯುವ ಬರಹಗಾರರು ಹಳಗನ್ನಡ ಅಧ್ಯಯನ ಮಾಡಬೇಕು ಎಂದು ಸಲಹೆ ನೀಡಿದರು. <box>230 644 325 664</box>
row3-right-col2 <box>638 716 742 765</box>
stage-banner: ಸಾಹಿತ್ಯ ಮಂಟಪ <box>385 611 487 637</box>
paragraph: ಸಾಹಿತ್ಯಾಸಕ್ತರು ಹೆಚ್ಚಿನ ಸಂಖ್ಯೆಯಲ್ಲಿ ಭಾಗವಹಿಸಿದ್ದರು. ಪುಸ್ತಕ ಪ್ರದರ್ಶನ ಕೂಡ ಏರ್ಪಡಿಸಲಾಗಿತ್ತು. <box>330 729 422 742</box>
masthead-brand: Pratykasha Nadu <box>312 19 432 37</box>
center-top-col-3 <box>490 204 615 281</box>
row2-left-col1 <box>230 338 325 387</box>
paragraph: ಹೋರಾಟಕ್ಕೆ ವಿವಿಧ ಕಾರ್ಮಿಕ ಸಂಘಟನೆಗಳು ಬೆಂಬಲ ಸೂಚಿಸಿವೆ. ಬೇಡಿಕೆ ಈಡೇರುವವರೆಗೂ ಹೋರಾಟ ಮುಂದುವರಿಯಲಿದೆ. <box>230 449 325 469</box>
paragraph: ಈ ಸಂದರ್ಭದಲ್ಲಿ ಜಿಲ್ಲೆಯ ವಿವಿಧ ಭಾಗಗಳಿಂದ ಆಗಮಿಸಿದ ಅಭಿಮಾನಿಗಳು ಹಾಗೂ ಕಾರ್ಯಕರ್ತರು ಹಾಜರಿದ್ದರು. ಶುಭಾಶಯ ಕೋರಿ ಸಿಹಿ ಹಂಚಿ ಸಂಭ್ರಮಿಸಿದರು. ನಾಡಿನ ಹಿರಿಯ ಮುಖಂಡರು ಕೂಡ ಭಾಗವಹಿಸಿ ಅವರಿಗೆ ಶುಭ ಹಾರೈಸಿದರು. ಸಮಾಜ ಸೇವೆಯಲ್ಲಿ ತೊಡಗಿಸಿಕೊಂಡಿರುವ ಅವರ ಕಾರ್ಯಗಳು ಎಲ್ಲರಿಗೂ ಮಾದರಿ ಎಂದು ಬಣ್ಣಿಸಿದರು. ಕಾರ್ಯಕ್ರಮದಲ್ಲಿ ನೂರಾರು ಸಂಖ್ಯೆಯಲ್ಲಿ ಅಭಿಮಾನಿಗಳು ಪಾಲ್ಗೊಂಡಿದ್ದರು. <box>8 160 222 180</box>
standing-adults-row <box>45 878 192 902</box>
paragraph: ಕಾರ್ಯಕ್ರಮದಲ್ಲಿ ವಕೀಲರು, ಶಿಕ್ಷಕರು, ಸಿಬ್ಬಂದಿ ಹಾಗೂ ಮಕ್ಕಳು ಭಾಗವಹಿಸಿದ್ದರು. <box>16 1022 129 1028</box>
paragraph: ಸಹಾಯವಾಣಿ ಸಂಖ್ಯೆಗೆ ಕರೆ ಮಾಡಿದರೆ ತಜ್ಞರಿಂದ ಉಚಿತ ಸಲಹೆ ದೊರೆಯಲಿದೆ. ಗೌಪ್ಯತೆ ಕಾಪಾಡಲಾಗುವುದು ಎಂದು ಭರವಸೆ ನೀಡಿದರು. ಆರೋಗ್ಯ ಸಿಬ್ಬಂದಿಗೆ ವಿಶೇಷ ತರಬೇತಿ ನೀಡಲಾಗಿದೆ. <box>622 140 742 161</box>
